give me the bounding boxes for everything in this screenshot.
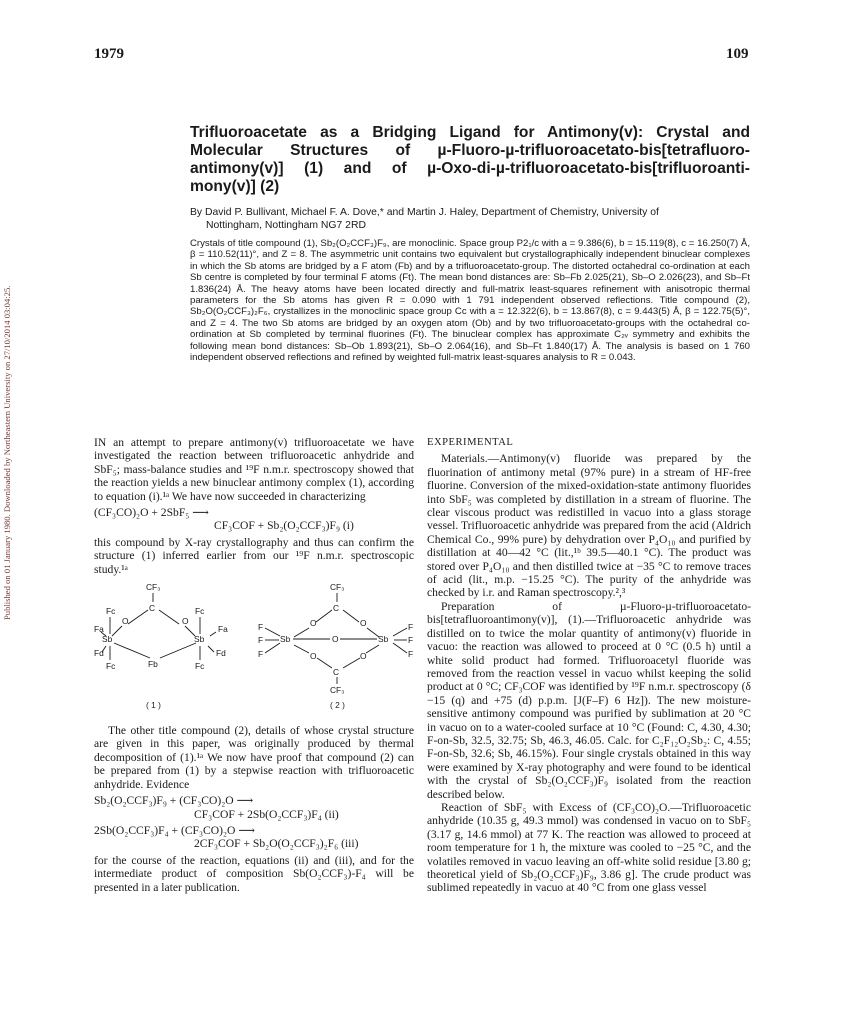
s2-bond [265, 643, 280, 653]
reaction-paragraph: Reaction of SbF₅ with Excess of (CF₃CO)₂O.—Trifluoroacetic anhydride (10.35 g, 49.3 mmol) was condensed in vacuo on to SbF₅ (3.17 g, 14.6 mmol) at 77 K. The reaction was allowed to proceed at room temperature for 1 h, the mixture was cooled to −25 °C, and the volatiles removed in vacuo leaving an off-white solid residue [3.80 g; theoretical yield of Sb₂(O₂CCF₃)F₉, 3.86 g]. The crude product was sublimed repeatedly in vacuo at 40 °C from one glass vessel [427, 800, 751, 895]
s2-bond [343, 610, 359, 622]
structure-svg [94, 580, 414, 718]
s1-bond [112, 626, 122, 636]
s1-fd-label: Fd [216, 648, 226, 659]
s1-fa-label: Fa [218, 624, 228, 635]
author-line: By David P. Bullivant, Michael F. A. Dove,* and Martin J. Haley, Department of Chemistry, University of [190, 207, 659, 218]
s2-bond [393, 643, 407, 653]
structure-diagrams [94, 580, 414, 718]
author-block [190, 206, 750, 232]
s2-bond [343, 658, 360, 668]
intro-paragraph: IN an attempt to prepare antimony(v) trifluoroacetate we have investigated the reaction between trifluoroacetic anhydride and SbF₅; mass-balance studies and ¹⁹F n.m.r. spectroscopy showed that the reaction yields a new binuclear antimony complex (1), according to equation (i).¹ᵃ We have now succeeded in characterizing [94, 436, 414, 503]
equation-ii-rhs: CF₃COF + 2Sb(O₂CCF₃)F₄ (ii) [194, 807, 339, 821]
s1-fc-label: Fc [195, 606, 205, 617]
s1-bridge-bond [114, 643, 150, 658]
s1-sb-label: Sb [194, 634, 205, 645]
s2-bond [317, 658, 332, 668]
s2-bond [294, 628, 309, 637]
closing-paragraph: for the course of the reaction, equations (ii) and (iii), and for the intermediate product of composition Sb(O₂CCF₃)-F₄ will be presented in a later publication. [94, 853, 414, 894]
equation-iii-lhs: 2Sb(O₂CCF₃)F₄ + (CF₃CO)₂O ⟶ [94, 823, 255, 837]
journal-year: 1979 [94, 46, 124, 62]
s2-f-label: F [258, 635, 264, 646]
s2-f-label: F [258, 622, 264, 633]
s1-bond [208, 646, 214, 652]
s2-sb-label: Sb [378, 634, 389, 645]
s2-cf3-label: CF₃ [330, 685, 345, 696]
section-heading: EXPERIMENTAL [427, 437, 514, 448]
s2-o-label: O [310, 618, 317, 629]
structure-2-label: ( 2 ) [330, 700, 345, 711]
s1-bond [128, 610, 148, 624]
s2-f-label: F [258, 649, 264, 660]
equation-iii [94, 824, 414, 851]
s1-c-label: C [149, 603, 156, 614]
s2-o-label: O [360, 651, 367, 662]
s1-cf3-label: CF₃ [146, 582, 161, 593]
materials-paragraph: Materials.—Antimony(v) fluoride was prepared by the fluorination of antimony metal (97% pure) in a stream of HF-free fluorine. Conversion of the mixed-oxidation-state antimony fluorides into SbF₅ was completed by distillation in a stream of fluorine. The clear viscous product was redistilled in vacuo into a glass storage vessel. Trifluoroacetic anhydride was prepared from the acid (Aldrich Chemical Co., 99% pure) by dehydration over P₄O₁₀ and purified by distillation at 40—42 °C (lit.,¹ᵇ 39.5—40.1 °C). The product was stored over P₄O₁₀ and then distilled twice at −35 °C to remove traces of acid (lit., m.p. −15.25 °C). The purity of the anhydride was checked by i.r. and Raman spectroscopy.²,³ [427, 452, 751, 600]
s2-o-label: O [310, 651, 317, 662]
s2-f-label: F [408, 622, 414, 633]
s2-bond [316, 610, 332, 622]
compound-2-paragraph: The other title compound (2), details of whose crystal structure are given in this paper, was originally produced by thermal decomposition of (1).¹ᵃ We now have proof that compound (2) can be prepared from (1) by a stepwise reaction with trifluoroacetic anhydride. Evidence [94, 724, 414, 791]
s2-f-label: F [408, 635, 414, 646]
s2-cf3-label: CF₃ [330, 582, 345, 593]
left-column [94, 436, 414, 894]
s1-bond [210, 632, 216, 636]
s2-c-label: C [333, 603, 340, 614]
s2-c-label: C [333, 667, 340, 678]
equation-ii-lhs: Sb₂(O₂CCF₃)F₉ + (CF₃CO)₂O ⟶ [94, 794, 254, 808]
s1-o-label: O [182, 616, 189, 627]
s1-fa-label: Fa [94, 624, 104, 635]
download-notice: Published on 01 January 1980. Downloaded by Northeastern University on 27/10/2014 03:04:25. [2, 285, 12, 620]
equation-i [94, 506, 414, 533]
abstract: Crystals of title compound (1), Sb₂(O₂CCF₃)F₉, are monoclinic. Space group P2₁/c with a = 9.386(6), b = 15.119(8), c = 16.250(7) Å, β = 110.52(11)°, and Z = 8. The asymmetric unit contains two equivalent but crystallographically independent binuclear complexes in which the Sb atoms are bridged by a F atom (Fb) and by a trifluoroacetato-group. The distorted octahedral co-ordination at each Sb centre is completed by four terminal F atoms (Ft). The mean bond distances are: Sb–Fb 2.025(21), Sb–O 2.026(23), and Sb–Ft 1.836(24) Å. The heavy atoms have been located directly and full-matrix least-squares refinement with anisotropic thermal parameters for the Sb atoms has given R = 0.090 with 1 791 independent observed reflections. Title compound (2), Sb₂O(O₂CCF₃)₂F₆, crystallizes in the monoclinic space group Cc with a = 12.322(6), b = 13.867(8), c = 9.443(5) Å, β = 122.75(5)°, and Z = 4. The two Sb atoms are bridged by an oxygen atom (Ob) and by two trifluoroacetato-groups with the octahedral co-ordination at Sb completed by terminal fluorines (Ft). The binuclear complex has approximate C₂ᵥ symmetry and exhibits the following mean bond distances: Sb–Ob 1.893(21), Sb–O 2.064(16), and Sb–Ft 1.840(17) Å. The analysis is based on 1 760 independent observed reflections and refined by weighted full-matrix least-squares analysis to R = 0.043. [190, 238, 750, 364]
s2-bond [366, 645, 379, 653]
s2-sb-label: Sb [280, 634, 291, 645]
s1-fd-label: Fd [94, 648, 104, 659]
s2-f-label: F [408, 649, 414, 660]
s1-bridge-bond [160, 643, 196, 658]
affiliation-line: Nottingham, Nottingham NG7 2RD [206, 220, 366, 231]
s1-sb-label: Sb [102, 634, 113, 645]
s2-bond [265, 628, 280, 636]
equation-i-lhs: (CF₃CO)₂O + 2SbF₅ ⟶ [94, 506, 209, 520]
equation-i-rhs: CF₃COF + Sb₂(O₂CCF₃)F₉ (i) [214, 519, 354, 533]
s2-bond [294, 645, 309, 653]
s1-o-label: O [122, 616, 129, 627]
preparation-paragraph: Preparation of µ-Fluoro-µ-trifluoroacetato-bis[tetrafluoroantimony(v)], (1).—Trifluoroacetic anhydride was distilled on to twice the molar quantity of antimony(v) fluoride in vacuo: the reaction was allowed to proceed at 0 °C (0.5 h) until a white solid product had formed. Trifluoroacetyl fluoride was removed from the reaction vessel in vacuo whilst keeping the solid product at 0 °C; CF₃COF was identified by ¹⁹F n.m.r. spectroscopy (δ −15 (q) and +75 (d) p.p.m. [J(F–F) 6 Hz]). The new moisture-sensitive antimony compound was purified by sublimation at 20 °C in vacuo on to a water-cooled surface at 10 °C (Found: C, 4.30, 4.30; F-on-Sb, 32.5, 32.75; Sb, 46.3, 46.05. Calc. for C₂F₁₂O₂Sb₂: C, 4.55; F-on-Sb, 32.6; Sb, 46.15%). Four single crystals obtained in this way were examined by X-ray photography and were found to be identical with the crystal of Sb₂(O₂CCF₃)F₉ isolated from the reaction described below. [427, 599, 751, 801]
intro-paragraph-cont: this compound by X-ray crystallography and thus can confirm the structure (1) inferred earlier from our ¹⁹F n.m.r. spectroscopic study.¹ᵃ [94, 535, 414, 576]
structure-1-label: ( 1 ) [146, 700, 161, 711]
equation-iii-rhs: 2CF₃COF + Sb₂O(O₂CCF₃)₂F₆ (iii) [194, 837, 359, 851]
s1-fb-label: Fb [148, 659, 158, 670]
s2-o-label: O [360, 618, 367, 629]
equation-ii [94, 794, 414, 821]
article-title: Trifluoroacetate as a Bridging Ligand for Antimony(v): Crystal and Molecular Structures of µ-Fluoro-µ-trifluoroacetato-bis[tetrafluoro-antimony(v)] (1) and of µ-Oxo-di-µ-trifluoroacetato-bis[trifluoroanti-mony(v)] (2) [190, 124, 750, 195]
page-number: 109 [726, 46, 749, 62]
s1-fc-label: Fc [106, 606, 116, 617]
s1-fc-label: Fc [106, 661, 116, 672]
s2-ob-label: O [332, 634, 339, 645]
s2-bond [393, 628, 407, 636]
s1-bond [159, 610, 179, 624]
s1-fc-label: Fc [195, 661, 205, 672]
right-column [427, 436, 751, 895]
